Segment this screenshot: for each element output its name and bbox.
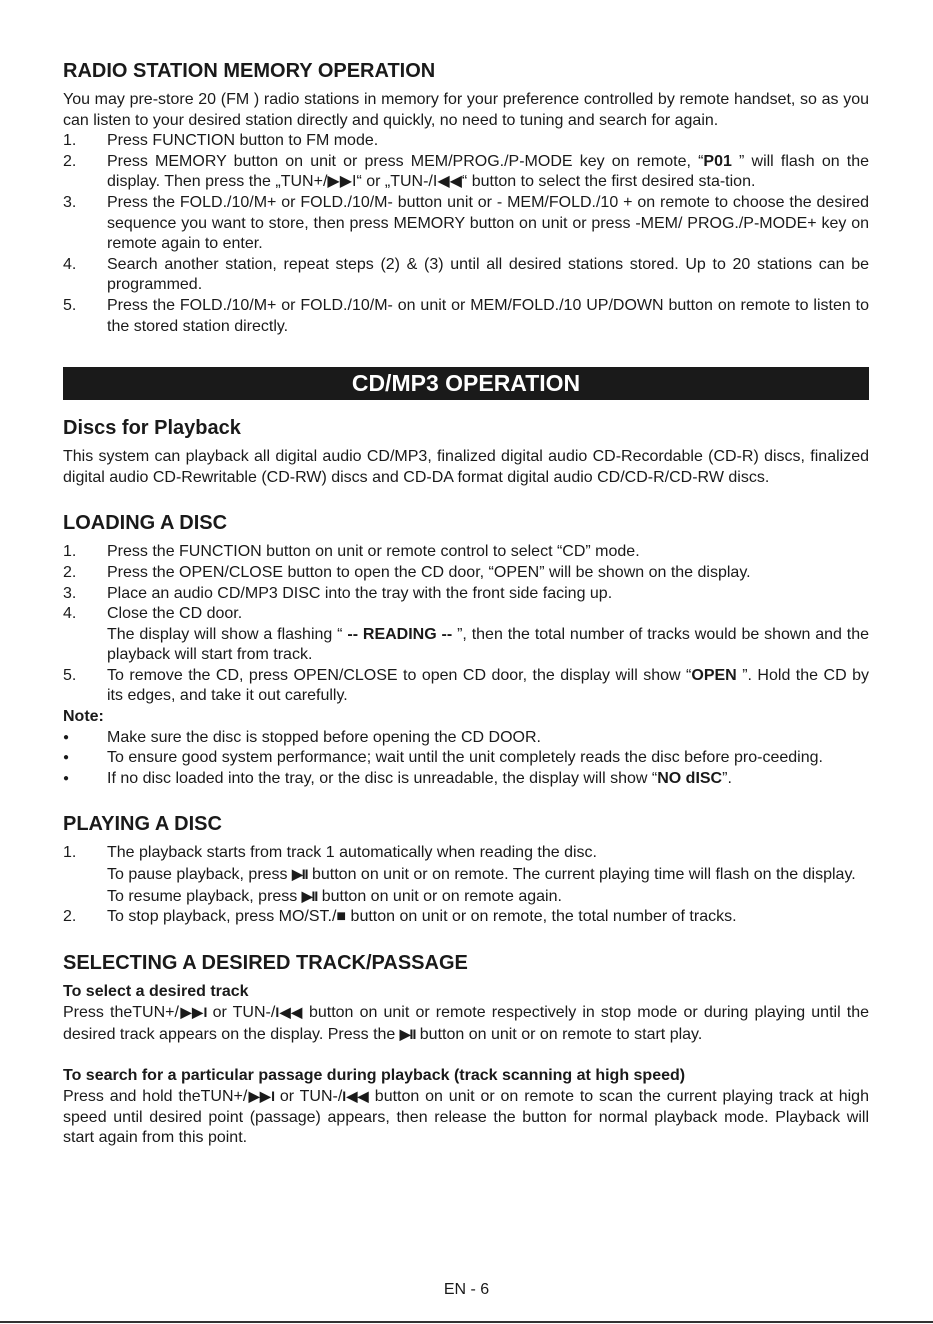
note-bullets	[63, 728, 869, 790]
list-item: ● Make sure the disc is stopped before opening the CD DOOR.	[63, 728, 869, 749]
list-item: 5. Press the FOLD./10/M+ or FOLD./10/M- on unit or MEM/FOLD./10 UP/DOWN button on remote to listen to the stored station directly.	[63, 296, 869, 335]
play-pause-icon: ▶II	[399, 1026, 416, 1042]
play-pause-icon: ▶II	[292, 866, 308, 883]
bullet-icon: ●	[63, 731, 70, 743]
page-number: EN - 6	[443, 1281, 490, 1298]
stop-icon: ■	[336, 908, 347, 926]
next-track-icon: ▶▶I	[178, 1004, 207, 1021]
list-item: 4. Search another station, repeat steps (2) & (3) until all desired stations stored. Up to 20 stations can be programmed.	[63, 255, 869, 294]
selecting-paragraph: Press theTUN+/▶▶I or TUN-/I◀◀ button on unit or remote respectively in stop mode or during playing until the desired track appears on the display. Press the ▶II button on unit or on remote to start play.	[63, 1004, 870, 1043]
discs-title: Discs for Playback	[63, 417, 241, 440]
bullet-icon: ●	[63, 752, 70, 764]
list-item: ● To ensure good system performance; wait until the unit completely reads the disc before pro-ceeding.	[63, 748, 869, 769]
previous-track-icon: I◀◀	[342, 1088, 369, 1105]
list-item: 4. Close the CD door.	[63, 605, 243, 623]
selecting-title: SELECTING A DESIRED TRACK/PASSAGE	[63, 951, 468, 974]
discs-text: This system can playback all digital audio CD/MP3, finalized digital audio CD-Recordable (CD-R) discs, finalized digital audio CD-Rewritable (CD-RW) discs and CD-DA format digital audio CD/CD-R/CD-RW discs.	[63, 448, 869, 486]
list-item: 1. The playback starts from track 1 automatically when reading the disc.	[63, 844, 597, 862]
radio-intro: You may pre-store 20 (FM ) radio stations in memory for your preference controlled by remote handset, so as you can listen to your desired station directly and quickly, no need to tuning and search for again.	[63, 91, 869, 129]
list-item: 5. To remove the CD, press OPEN/CLOSE to open CD door, the display will show “OPEN ”. Hold the CD by its edges, and take it out carefully.	[63, 666, 870, 705]
list-item: 1. Press FUNCTION button to FM mode.	[63, 132, 379, 150]
bullet-icon: ●	[63, 772, 70, 784]
playing-title: PLAYING A DISC	[63, 813, 222, 836]
list-item: 1. Press the FUNCTION button on unit or remote control to select “CD” mode.	[63, 543, 640, 561]
list-item: ● If no disc loaded into the tray, or the disc is unreadable, the display will show “NO dISC”.	[63, 769, 869, 790]
list-item-continuation: To pause playback, press ▶II button on unit or on remote. The current playing time will flash on the display.	[107, 866, 856, 884]
list-item: 2. To stop playback, press MO/ST./■ button on unit or on remote, the total number of tracks.	[63, 908, 737, 926]
radio-title: RADIO STATION MEMORY OPERATION	[63, 60, 436, 82]
list-item-continuation: The display will show a flashing “ -- READING -- ”, then the total number of tracks would be shown and the playback will start from track.	[107, 625, 870, 664]
loading-title: LOADING A DISC	[63, 512, 228, 535]
play-pause-icon: ▶II	[301, 887, 318, 904]
list-item: 3. Press the FOLD./10/M+ or FOLD./10/M- button unit or - MEM/FOLD./10 + on remote to choose the desired sequence you want to store, then press MEMORY button on unit or press -MEM/ PROG./P-MODE+ key on remote again to enter.	[63, 193, 869, 253]
document-page	[63, 58, 869, 1149]
search-paragraph: Press and hold theTUN+/▶▶I or TUN-/I◀◀ button on unit or on remote to scan the current playing track at high speed until desired point (passage) appears, then release the button for normal playback mode. Playback will start again from this point.	[63, 1088, 869, 1147]
subheading: To search for a particular passage during playback (track scanning at high speed)	[63, 1066, 686, 1084]
list-item: 2. Press MEMORY button on unit or press MEM/PROG./P-MODE key on remote, “P01 ” will flash on the display. Then press the „TUN+/▶▶I“ or „TUN-/I◀◀“ button to select the first desired sta-tion.	[63, 152, 870, 191]
list-item: 3. Place an audio CD/MP3 DISC into the tray with the front side facing up.	[63, 584, 613, 602]
bottom-divider	[0, 1321, 933, 1323]
section-banner: CD/MP3 OPERATION	[63, 367, 869, 400]
list-item: 2. Press the OPEN/CLOSE button to open the CD door, “OPEN” will be shown on the display.	[63, 563, 751, 581]
loading-steps	[63, 542, 869, 707]
next-track-icon: ▶▶I	[247, 1088, 274, 1105]
radio-steps	[63, 131, 869, 337]
previous-track-icon: I◀◀	[275, 1004, 303, 1021]
list-item-continuation: To resume playback, press ▶II button on unit or on remote again.	[107, 887, 562, 905]
note-label: Note:	[63, 708, 104, 726]
playing-steps	[63, 843, 869, 927]
subheading: To select a desired track	[63, 982, 249, 1000]
